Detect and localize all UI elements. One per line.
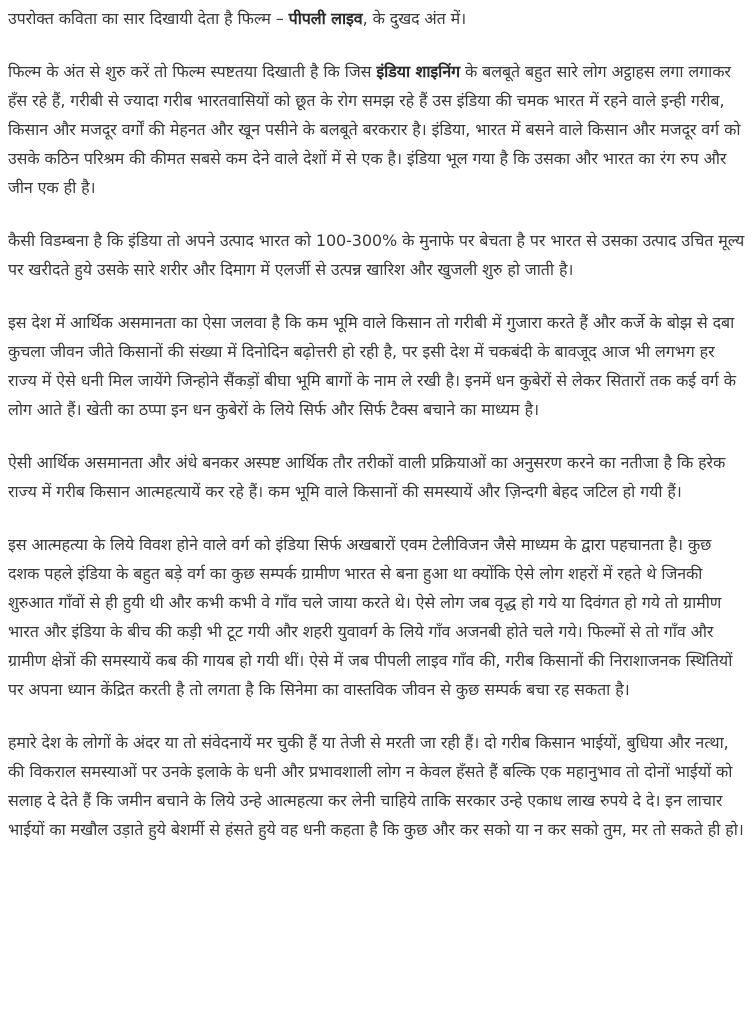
paragraph-1-end: के बलबूते बहुत सारे लोग अट्ठाहस लगा लगाकर हँस रहे हैं, गरीबी से ज्यादा गरीब भारतवासियों को छूत के रोग समझ रहे हैं उस इंडिया की चमक भारत में रहने वाले इन्ही गरीब, किसान और मजदूर वर्गों की मेहनत और खून पसीने के बलबूते बरकरार है। इंडिया, भारत में बसने वाले किसान और मजदूर वर्ग को उसके कठिन परिश्रम की कीमत सबसे कम देने वाले देशों में से एक है। इंडिया भूल गया है कि उसका और भारत का रंग रुप और जीन एक ही है।: [8, 62, 741, 197]
paragraph-1: [8, 57, 746, 202]
india-shining-bold: इंडिया शाइनिंग: [376, 62, 461, 81]
paragraph-6: हमारे देश के लोगों के अंदर या तो संवेदनायें मर चुकी हैं या तेजी से मरती जा रही हैं। दो गरीब किसान भाईयों, बुधिया और नत्था, की विकराल समस्याओं पर उनके इलाके के धनी और प्रभावशाली लोग न केवल हँसते हैं बल्कि एक महानुभाव तो दोनों भाईयों को सलाह दे देते हैं कि जमीन बचाने के लिये उन्हे आत्महत्या कर लेनी चाहिये ताकि सरकार उन्हे एकाध लाख रुपये दे दे। इन लाचार भाईयों का मखौल उड़ाते हुये बेशर्मी से हंसते हुये वह धनी कहता है कि कुछ और कर सको या न कर सको तुम, मर तो सकते ही हो।: [8, 733, 744, 839]
intro-text-end: , के दुखद अंत में।: [362, 9, 467, 28]
paragraph-3: इस देश में आर्थिक असमानता का ऐसा जलवा है कि कम भूमि वाले किसान तो गरीबी में गुजारा करते हैं और कर्जे के बोझ से दबा कुचला जीवन जीते किसानों की संख्या में दिनोदिन बढ़ोत्तरी हो रही है, पर इसी देश में चकबंदी के बावजूद आज भी लगभग हर राज्य में ऐसे धनी मिल जायेंगे जिन्होने सैंकड़ों बीघा भूमि बागों के नाम ले रखी है। इनमें धन कुबेरों से लेकर सितारों तक कई वर्ग के लोग आते हैं। खेती का ठप्पा इन धन कुबेरों के लिये सिर्फ और सिर्फ टैक्स बचाने का माध्यम है।: [8, 313, 736, 419]
paragraph-4: ऐसी आर्थिक असमानता और अंधे बनकर अस्पष्ट आर्थिक तौर तरीकों वाली प्रक्रियाओं का अनुसरण करने का नतीजा है कि हरेक राज्य में गरीब किसान आत्महत्यायें कर रहे हैं। कम भूमि वाले किसानों की समस्यायें और ज़िन्दगी बेहद जटिल हो गयी हैं।: [8, 453, 726, 501]
intro-paragraph: [8, 4, 746, 33]
paragraph-2: कैसी विडम्बना है कि इंडिया तो अपने उत्पाद भारत को 100-300% के मुनाफे पर बेचता है पर भारत से उसका उत्पाद उचित मूल्य पर खरीदते हुये उसके सारे शरीर और दिमाग में एलर्जी से उत्पन्न खारिश और खुजली शुरु हो जाती है।: [8, 231, 745, 279]
paragraph-1-start: फिल्म के अंत से शुरु करें तो फिल्म स्पष्टतया दिखाती है कि जिस: [8, 62, 377, 81]
paragraph-5: इस आत्महत्या के लिये विवश होने वाले वर्ग को इंडिया सिर्फ अखबारों एवम टेलीविजन जैसे माध्यम के द्वारा पहचानता है। कुछ दशक पहले इंडिया के बहुत बड़े वर्ग का कुछ सम्पर्क ग्रामीण भारत से बना हुआ था क्योंकि ऐसे लोग शहरों में रहते थे जिनकी शुरुआत गाँवों से ही हुयी थी और कभी कभी वे गाँव चले जाया करते थे। ऐसे लोग जब वृद्ध हो गये या दिवंगत हो गये तो ग्रामीण भारत और इंडिया के बीच की कड़ी भी टूट गयी और शहरी युवावर्ग के लिये गाँव अजनबी होते चले गये। फिल्मों से तो गाँव और ग्रामीण क्षेत्रों की समस्यायें कब की गायब हो गयी थीं। ऐसे में जब पीपली लाइव गाँव की, गरीब किसानों की निराशाजनक स्थितियों पर अपना ध्यान केंद्रित करती है तो लगता है कि सिनेमा का वास्तविक जीवन से कुछ सम्पर्क बचा रह सकता है।: [8, 535, 733, 699]
intro-text-start: उपरोक्त कविता का सार दिखायी देता है फिल्म –: [8, 9, 289, 28]
film-title-bold: पीपली लाइव: [288, 9, 363, 28]
